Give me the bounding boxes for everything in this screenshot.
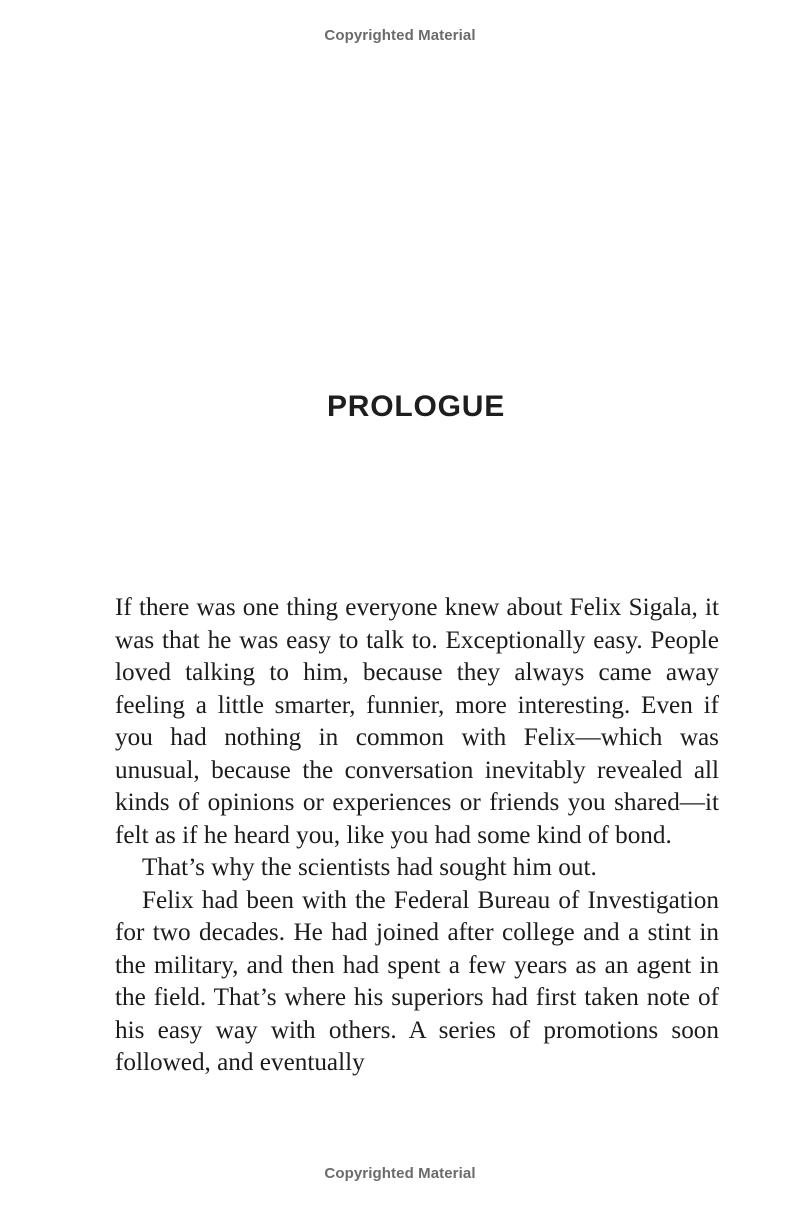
copyright-watermark-bottom: Copyrighted Material (324, 1165, 476, 1182)
paragraph-2: That’s why the scientists had sought him out. (142, 854, 597, 881)
copyright-watermark-top: Copyrighted Material (324, 27, 476, 44)
paragraph-3: Felix had been with the Federal Bureau of Investigation for two decades. He had joined after college and a stint in the military, and then had spent a few years as an agent in the field. That’s where his superiors had first taken note of his easy way with others. A series of promotions soon followed, and eventually (115, 886, 719, 1076)
paragraph-1: If there was one thing everyone knew about Felix Sigala, it was that he was easy to talk to. Exceptionally easy. People loved talking to him, because they always came away feeling a little smarter, funnier, more interesting. Even if you had nothing in common with Felix—which was unusual, because the conversation inevitably revealed all kinds of opinions or experiences or friends you shared—it felt as if he heard you, like you had some kind of bond. (115, 594, 719, 849)
body-text (115, 592, 719, 1080)
chapter-title: PROLOGUE (326, 390, 506, 423)
